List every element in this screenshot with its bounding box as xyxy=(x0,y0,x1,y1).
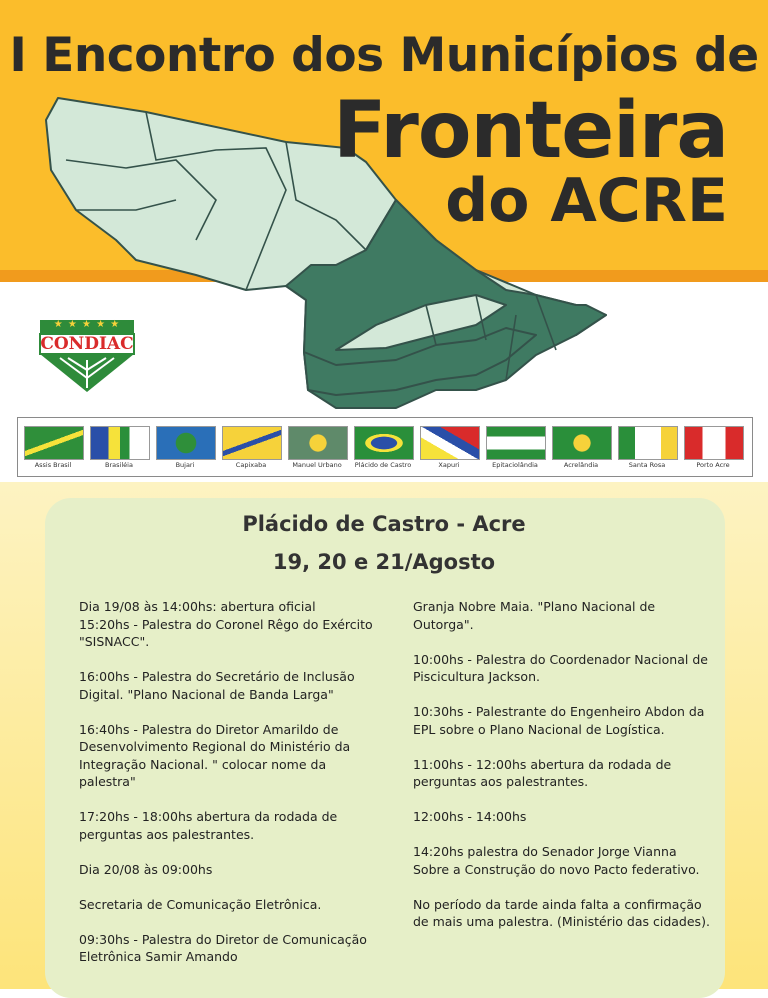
schedule-item: Dia 19/08 às 14:00hs: abertura oficial 15:20hs - Palestra do Coronel Rêgo do Exército "SISNACC". xyxy=(79,599,373,649)
schedule-item: Dia 20/08 às 09:00hs xyxy=(79,861,213,877)
schedule-item: 11:00hs - 12:00hs abertura da rodada de perguntas aos palestrantes. xyxy=(413,756,672,789)
municipal-flags-bar xyxy=(17,417,753,477)
schedule-item: No período da tarde ainda falta a confirmação de mais uma palestra. (Ministério das cidades). xyxy=(413,896,710,929)
flag-manuel-urbano xyxy=(288,426,348,460)
logo-name: CONDIAC xyxy=(40,334,134,354)
event-city: Plácido de Castro - Acre xyxy=(242,512,526,536)
schedule-item: 17:20hs - 18:00hs abertura da rodada de perguntas aos palestrantes. xyxy=(79,809,338,842)
schedule-item: 12:00hs - 14:00hs xyxy=(413,809,527,824)
schedule-item: 10:30hs - Palestrante do Engenheiro Abdon da EPL sobre o Plano Nacional de Logística. xyxy=(413,704,705,737)
flag-label: Bujari xyxy=(175,461,195,469)
flag-label: Porto Acre xyxy=(696,461,730,469)
schedule-item: Granja Nobre Maia. "Plano Nacional de Outorga". xyxy=(413,599,656,632)
flag-epitaciolandia xyxy=(486,426,546,460)
flag-label: Manuel Urbano xyxy=(292,461,342,469)
logo-stars: ★ ★ ★ ★ ★ xyxy=(53,319,121,330)
flag-acrelandia xyxy=(552,426,612,460)
schedule-right-column xyxy=(413,598,713,948)
schedule-item: Secretaria de Comunicação Eletrônica. xyxy=(79,896,322,912)
flag-placido-de-castro xyxy=(354,426,414,460)
flag-label: Brasiléia xyxy=(105,461,133,469)
flag-assis-brasil xyxy=(24,426,84,460)
schedule-left-column xyxy=(79,598,379,983)
flag-brasileia xyxy=(90,426,150,460)
flag-santa-rosa xyxy=(618,426,678,460)
flag-label: Plácido de Castro xyxy=(354,461,412,469)
title-line-1: I Encontro dos Municípios de xyxy=(9,28,759,83)
title-line-2: Fronteira xyxy=(333,86,728,176)
schedule-item: 14:20hs palestra do Senador Jorge Vianna Sobre a Construção do novo Pacto federativo. xyxy=(413,844,700,877)
flag-label: Xapuri xyxy=(438,461,460,469)
flag-label: Acrelândia xyxy=(563,461,599,469)
flag-label: Assis Brasil xyxy=(34,461,72,469)
schedule-item: 16:00hs - Palestra do Secretário de Inclusão Digital. "Plano Nacional de Banda Larga" xyxy=(79,669,355,702)
event-dates: 19, 20 e 21/Agosto xyxy=(272,550,496,574)
schedule-item: 16:40hs - Palestra do Diretor Amarildo de Desenvolvimento Regional do Ministério da Integração Nacional. " colocar nome da palestra" xyxy=(79,721,351,789)
flag-label: Capixaba xyxy=(235,461,267,469)
flag-xapuri xyxy=(420,426,480,460)
schedule-item: 09:30hs - Palestra do Diretor de Comunicação Eletrônica Samir Amando xyxy=(79,931,367,964)
flag-capixaba xyxy=(222,426,282,460)
schedule-item: 10:00hs - Palestra do Coordenador Nacional de Piscicultura Jackson. xyxy=(413,651,708,684)
flag-bujari xyxy=(156,426,216,460)
flag-label: Epitaciolândia xyxy=(492,461,538,469)
title-line-3: do ACRE xyxy=(445,166,728,236)
flag-label: Santa Rosa xyxy=(628,461,666,469)
flag-porto-acre xyxy=(684,426,744,460)
